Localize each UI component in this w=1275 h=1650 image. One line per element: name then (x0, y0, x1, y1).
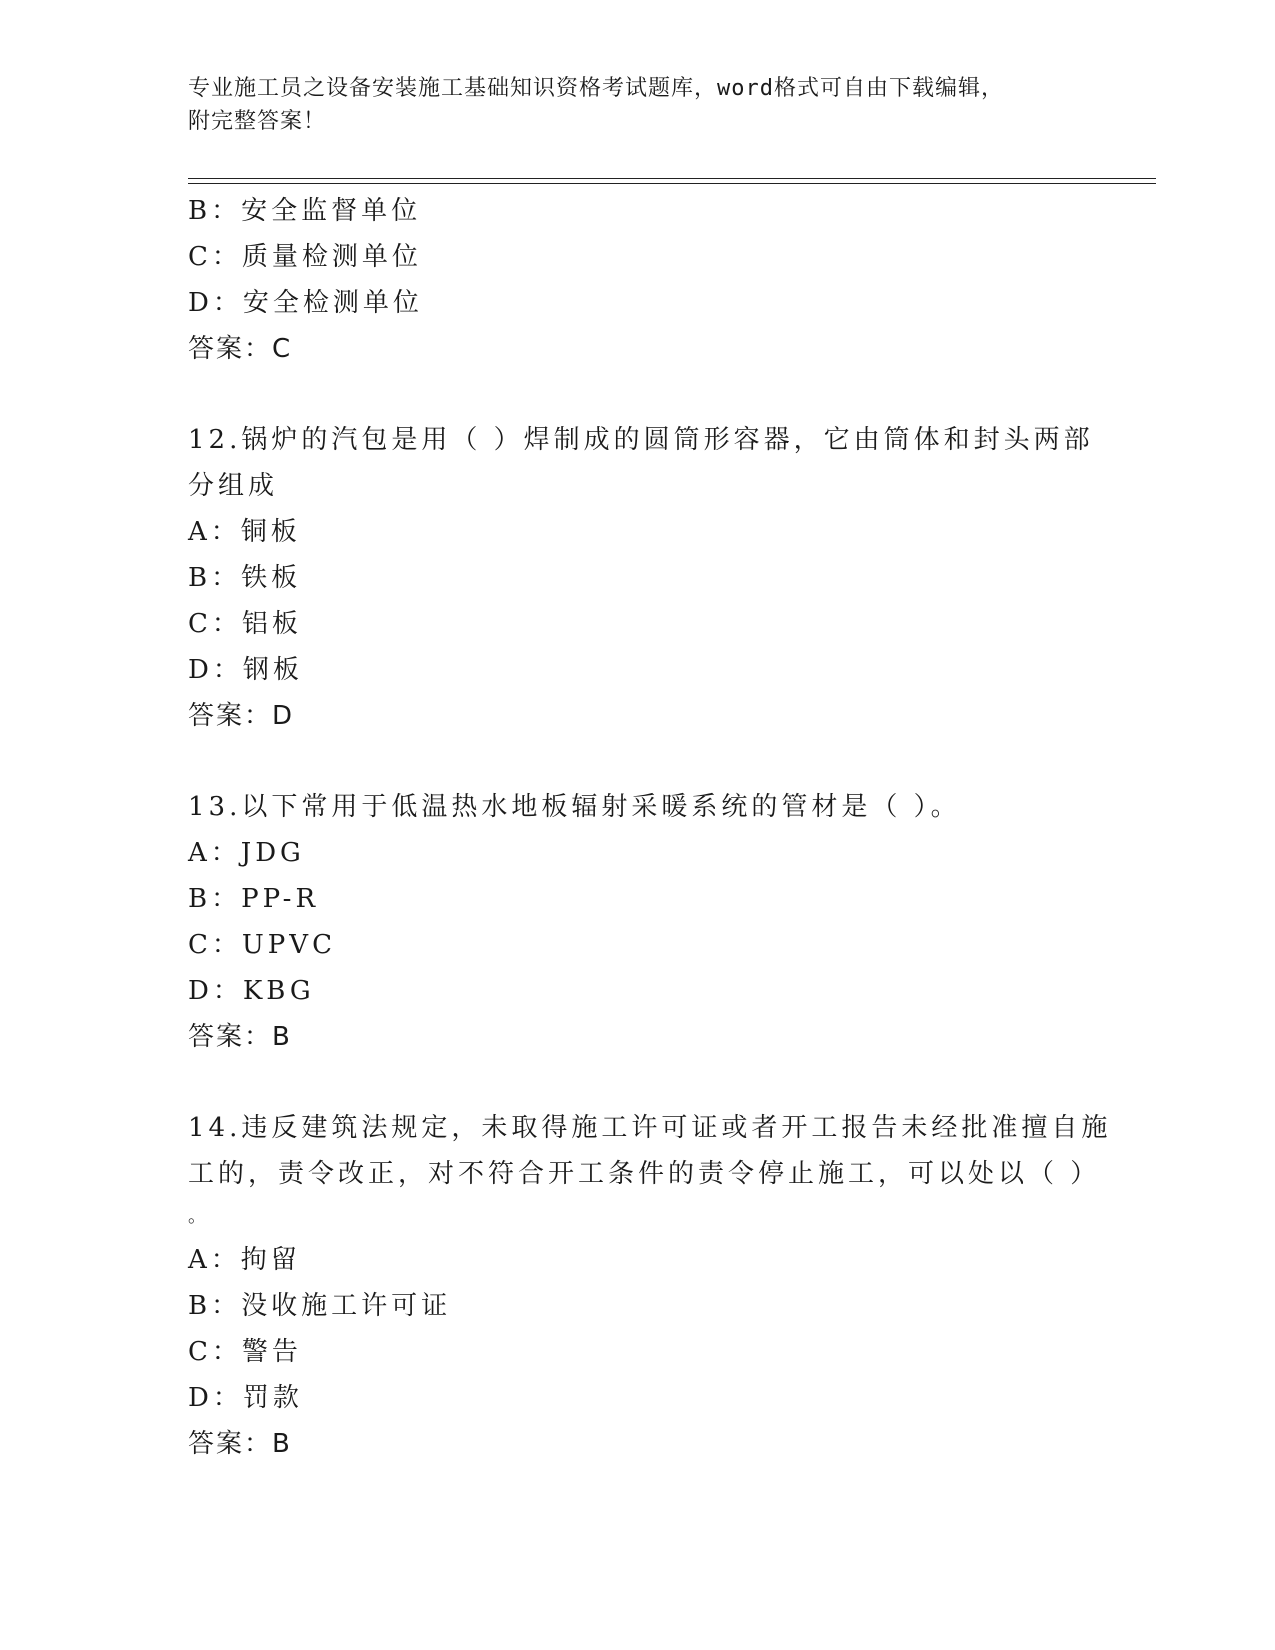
option-b: B：安全监督单位 (188, 196, 422, 226)
header-divider-bottom (188, 183, 1156, 184)
question-11-tail (188, 188, 1088, 372)
question-14 (188, 1105, 1112, 1467)
question-stem-line: 14.违反建筑法规定，未取得施工许可证或者开工报告未经批准擅自施 (188, 1113, 1112, 1143)
option-d: D：罚款 (188, 1383, 303, 1413)
option-d: D：安全检测单位 (188, 288, 423, 318)
question-12 (188, 417, 1094, 739)
question-13 (188, 784, 1088, 1060)
question-stem-line: 。 (188, 1206, 210, 1227)
option-c: C：警告 (188, 1337, 302, 1367)
option-a: A：拘留 (188, 1245, 301, 1275)
spacer (188, 372, 1088, 417)
question-stem-line: 13.以下常用于低温热水地板辐射采暖系统的管材是（ ）。 (188, 792, 961, 822)
document-header (188, 72, 1088, 138)
spacer (188, 739, 1088, 784)
question-stem-line: 工的，责令改正，对不符合开工条件的责令停止施工，可以处以（ ） (188, 1159, 1101, 1189)
spacer (188, 1060, 1088, 1105)
question-stem-line: 分组成 (188, 471, 279, 501)
answer-line: 答案：C (188, 334, 293, 364)
option-b: B：PP-R (188, 884, 320, 914)
option-b: B：铁板 (188, 563, 302, 593)
option-a: A：铜板 (188, 517, 301, 547)
option-c: C：铝板 (188, 609, 302, 639)
header-divider-top (188, 178, 1156, 179)
header-line-2: 附完整答案！ (188, 109, 327, 134)
answer-line: 答案：D (188, 701, 295, 731)
option-c: C：UPVC (188, 930, 336, 960)
question-stem-line: 12.锅炉的汽包是用（ ）焊制成的圆筒形容器，它由筒体和封头两部 (188, 425, 1094, 455)
header-line-1: 专业施工员之设备安装施工基础知识资格考试题库，word格式可自由下载编辑， (188, 76, 1004, 101)
answer-line: 答案：B (188, 1022, 292, 1052)
question-list (188, 188, 1112, 1467)
option-a: A：JDG (188, 838, 305, 868)
option-c: C：质量检测单位 (188, 242, 422, 272)
option-d: D：钢板 (188, 655, 303, 685)
option-b: B：没收施工许可证 (188, 1291, 452, 1321)
option-d: D：KBG (188, 976, 315, 1006)
answer-line: 答案：B (188, 1429, 292, 1459)
